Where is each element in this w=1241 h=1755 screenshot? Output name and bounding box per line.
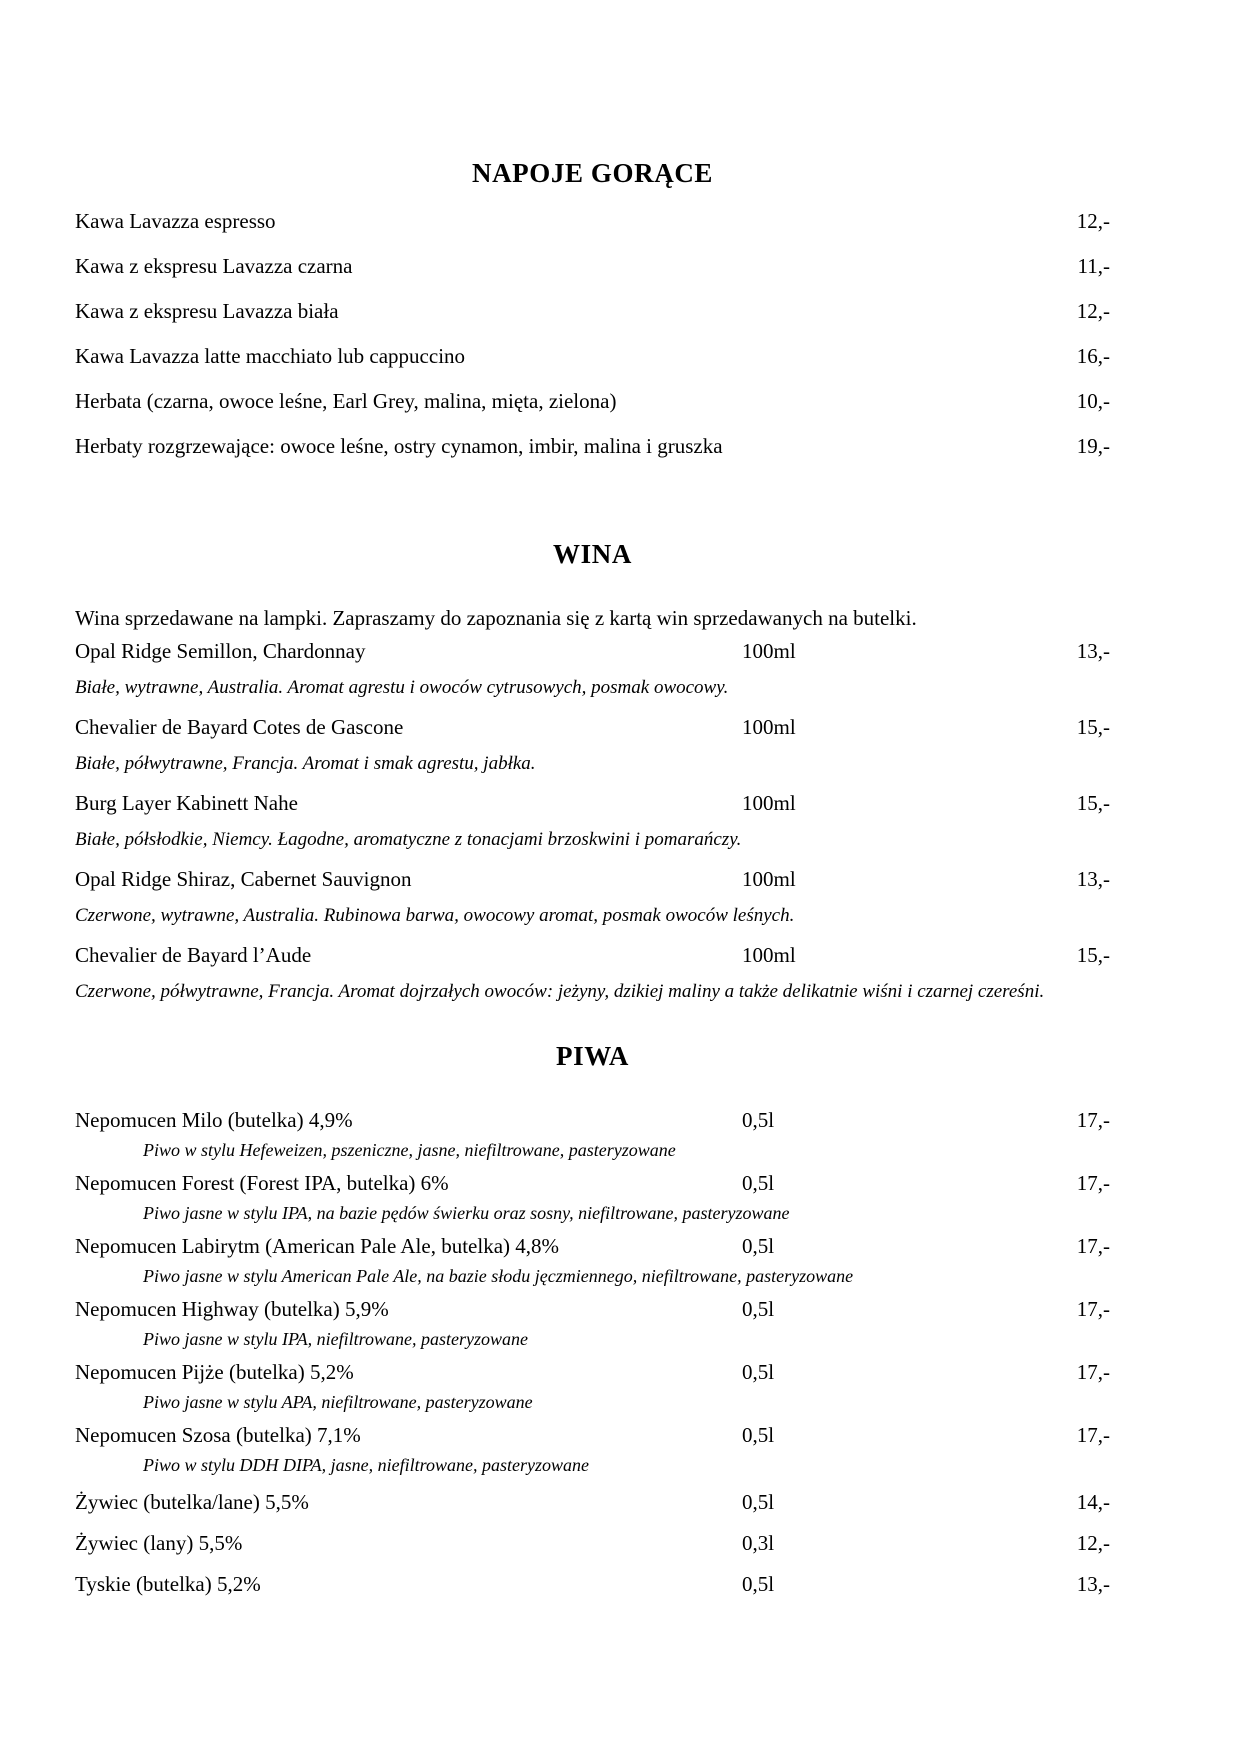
item-price: 15,- [1076,715,1110,739]
item-name: Herbaty rozgrzewające: owoce leśne, ostry cynamon, imbir, malina i gruszka [75,434,723,458]
item-description: Czerwone, wytrawne, Australia. Rubinowa barwa, owocowy aromat, posmak owoców leśnych. [75,905,795,926]
menu-row-beer-7 [75,1533,1110,1554]
item-description: Piwo jasne w stylu American Pale Ale, na bazie słodu jęczmiennego, niefiltrowane, pasteryzowane [143,1266,854,1286]
item-price: 13,- [1076,867,1110,891]
item-price: 19,- [1076,434,1110,458]
menu-row-hot-4 [75,391,1110,412]
item-price: 16,- [1076,344,1110,368]
menu-row-beer-1 [75,1173,1110,1194]
item-price: 15,- [1076,943,1110,967]
menu-row-beer-3 [75,1299,1110,1320]
item-price: 17,- [1076,1234,1110,1258]
menu-row-hot-2 [75,301,1110,322]
menu-content [75,0,1110,1595]
wines-spacer [75,457,1110,539]
menu-row-wine-0 [75,641,1110,662]
item-name: Opal Ridge Semillon, Chardonnay [75,639,366,663]
item-price: 15,- [1076,791,1110,815]
wines-list [75,641,1110,1001]
item-volume: 100ml [742,791,796,815]
item-volume: 0,5l [742,1490,775,1514]
menu-row-beer-0 [75,1110,1110,1131]
item-volume: 100ml [742,867,796,891]
item-name: Nepomucen Szosa (butelka) 7,1% [75,1423,361,1447]
item-price: 13,- [1076,639,1110,663]
item-description: Piwo w stylu DDH DIPA, jasne, niefiltrowane, pasteryzowane [143,1455,589,1475]
item-price: 12,- [1076,209,1110,233]
item-volume: 0,5l [742,1423,775,1447]
item-volume: 100ml [742,943,796,967]
item-volume: 0,5l [742,1360,775,1384]
wines-intro-text: Wina sprzedawane na lampki. Zapraszamy do zapoznania się z kartą win sprzedawanych na butelki. [75,606,917,630]
item-name: Nepomucen Pijże (butelka) 5,2% [75,1360,354,1384]
item-description: Białe, półsłodkie, Niemcy. Łagodne, aromatyczne z tonacjami brzoskwini i pomarańczy. [75,829,742,850]
item-price: 17,- [1076,1360,1110,1384]
item-name: Chevalier de Bayard Cotes de Gascone [75,715,404,739]
item-name: Nepomucen Labirytm (American Pale Ale, butelka) 4,8% [75,1234,560,1258]
beers-list [75,1110,1110,1595]
item-volume: 0,5l [742,1234,775,1258]
item-price: 14,- [1076,1490,1110,1514]
menu-row-wine-4 [75,945,1110,966]
item-name: Nepomucen Milo (butelka) 4,9% [75,1108,353,1132]
beers-spacer [75,1001,1110,1041]
item-description: Piwo jasne w stylu IPA, niefiltrowane, pasteryzowane [143,1329,528,1349]
hot-drinks-list [75,211,1110,457]
item-name: Tyskie (butelka) 5,2% [75,1572,261,1596]
menu-row-wine-2 [75,793,1110,814]
item-name: Nepomucen Highway (butelka) 5,9% [75,1297,389,1321]
item-volume: 0,5l [742,1572,775,1596]
item-description: Białe, półwytrawne, Francja. Aromat i smak agrestu, jabłka. [75,753,536,774]
menu-row-hot-0 [75,211,1110,232]
item-name: Burg Layer Kabinett Nahe [75,791,298,815]
item-price: 17,- [1076,1171,1110,1195]
menu-row-wine-3 [75,869,1110,890]
item-name: Herbata (czarna, owoce leśne, Earl Grey, malina, mięta, zielona) [75,389,617,413]
menu-row-beer-8 [75,1574,1110,1595]
item-description: Białe, wytrawne, Australia. Aromat agrestu i owoców cytrusowych, posmak owocowy. [75,677,729,698]
menu-row-wine-1 [75,717,1110,738]
item-price: 10,- [1076,389,1110,413]
item-volume: 100ml [742,715,796,739]
section-title-beers: PIWA [556,1041,629,1071]
item-price: 11,- [1077,254,1110,278]
item-name: Kawa z ekspresu Lavazza biała [75,299,339,323]
menu-row-beer-2 [75,1236,1110,1257]
item-volume: 0,5l [742,1171,775,1195]
item-description: Czerwone, półwytrawne, Francja. Aromat dojrzałych owoców: jeżyny, dzikiej maliny a także delikatnie wiśni i czarnej czereśni. [75,981,1045,1002]
item-name: Chevalier de Bayard l’Aude [75,943,312,967]
item-price: 12,- [1076,1531,1110,1555]
menu-row-hot-1 [75,256,1110,277]
item-description: Piwo jasne w stylu IPA, na bazie pędów świerku oraz sosny, niefiltrowane, pasteryzowane [143,1203,790,1223]
item-name: Żywiec (butelka/lane) 5,5% [75,1490,309,1514]
item-name: Żywiec (lany) 5,5% [75,1531,243,1555]
item-volume: 0,3l [742,1531,775,1555]
item-price: 12,- [1076,299,1110,323]
item-volume: 100ml [742,639,796,663]
item-description: Piwo w stylu Hefeweizen, pszeniczne, jasne, niefiltrowane, pasteryzowane [143,1140,676,1160]
item-price: 17,- [1076,1423,1110,1447]
menu-row-hot-3 [75,346,1110,367]
item-price: 17,- [1076,1108,1110,1132]
item-description: Piwo jasne w stylu APA, niefiltrowane, pasteryzowane [143,1392,533,1412]
item-volume: 0,5l [742,1108,775,1132]
item-name: Opal Ridge Shiraz, Cabernet Sauvignon [75,867,412,891]
section-title-wines: WINA [553,539,632,569]
menu-row-beer-5 [75,1425,1110,1446]
item-name: Nepomucen Forest (Forest IPA, butelka) 6% [75,1171,449,1195]
item-price: 13,- [1076,1572,1110,1596]
section-title-hot-drinks: NAPOJE GORĄCE [471,158,714,188]
item-name: Kawa Lavazza espresso [75,209,276,233]
menu-row-hot-5 [75,436,1110,457]
menu-row-beer-4 [75,1362,1110,1383]
menu-row-beer-6 [75,1492,1110,1513]
item-price: 17,- [1076,1297,1110,1321]
item-volume: 0,5l [742,1297,775,1321]
top-spacer [75,0,1110,158]
item-name: Kawa z ekspresu Lavazza czarna [75,254,353,278]
item-name: Kawa Lavazza latte macchiato lub cappuccino [75,344,466,368]
